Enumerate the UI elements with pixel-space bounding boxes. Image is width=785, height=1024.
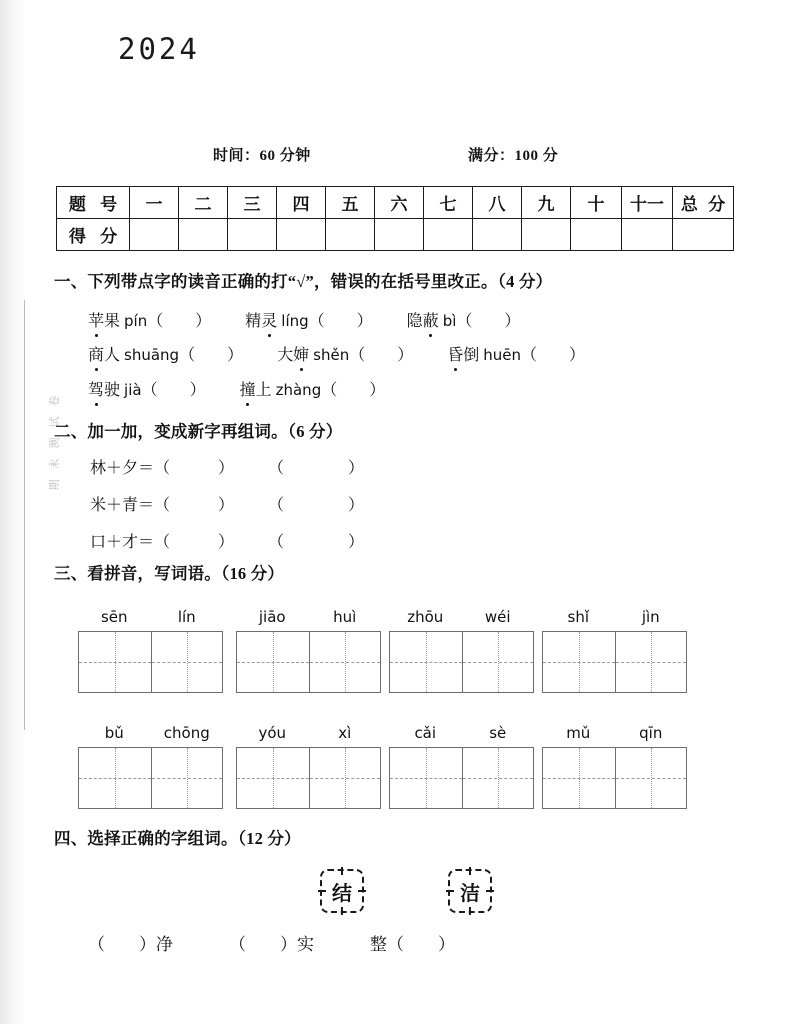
word-grid-8-syllable-2: qīn — [639, 724, 663, 742]
q1-item-5-dotted-char: 婶 — [293, 342, 309, 365]
q1-item-3-dotted-char: 蔽 — [423, 308, 439, 331]
section-4-title: 四、选择正确的字组词。（12 分） — [54, 829, 301, 848]
exam-time-label: 时间：60 分钟 — [213, 148, 311, 164]
score-cell-total[interactable] — [673, 219, 734, 251]
word-grid-1-syllable-2: lín — [177, 608, 196, 626]
q1-item-6[interactable] — [447, 342, 585, 365]
word-grid-6-pinyin — [236, 724, 381, 742]
q1-item-8[interactable] — [240, 377, 386, 400]
score-table-row-label-score: 得 分 — [57, 219, 130, 251]
word-grid-2-cell-2[interactable] — [309, 632, 381, 692]
q1-item-4[interactable] — [88, 342, 243, 365]
q1-item-7[interactable] — [88, 377, 206, 400]
word-grid-7-syllable-2: sè — [489, 724, 507, 742]
score-table — [56, 186, 734, 251]
score-table-col-11: 十一 — [622, 187, 673, 219]
word-grid-2-pinyin — [236, 608, 381, 626]
score-table-col-total: 总 分 — [673, 187, 734, 219]
word-grid-group-2 — [236, 608, 381, 693]
q1-item-3-answer-paren[interactable]: （ ） — [456, 313, 521, 330]
word-grid-6-cell-2[interactable] — [309, 748, 381, 808]
word-grid-7-pinyin — [389, 724, 534, 742]
q1-item-5[interactable] — [277, 342, 413, 365]
q1-item-4-char: 人 — [104, 347, 121, 364]
score-table-col-8: 八 — [473, 187, 522, 219]
q1-item-3-char: 隐 — [406, 313, 423, 330]
q1-item-1-pinyin: pín — [124, 312, 148, 330]
word-grid-2-syllable-1: jiāo — [258, 608, 286, 626]
tick-bottom — [341, 907, 343, 915]
word-grid-group-7 — [389, 724, 534, 809]
score-table-col-7: 七 — [424, 187, 473, 219]
score-cell-9[interactable] — [522, 219, 571, 251]
choice-char-box-2[interactable] — [448, 869, 492, 913]
q2-item-3-word[interactable]: （ ） — [268, 534, 365, 551]
section-2-item-1 — [90, 455, 364, 478]
q1-item-8-answer-paren[interactable]: （ ） — [321, 382, 386, 399]
table-row-question-numbers — [57, 187, 734, 219]
q1-item-6-dotted-char: 昏 — [447, 342, 463, 365]
q2-item-2-word[interactable]: （ ） — [268, 497, 365, 514]
word-grid-group-6 — [236, 724, 381, 809]
word-grid-3-cell-1[interactable] — [390, 632, 462, 692]
q4-answer-2-paren[interactable]: （ ） — [229, 935, 297, 954]
q4-answer-3-paren[interactable]: （ ） — [387, 935, 455, 954]
q2-item-2-formula[interactable]: 米＋青＝（ ） — [90, 497, 235, 514]
score-table-col-4: 四 — [277, 187, 326, 219]
q1-item-6-answer-paren[interactable]: （ ） — [521, 347, 586, 364]
word-grid-7[interactable] — [389, 747, 534, 809]
q1-item-8-char: 上 — [255, 382, 272, 399]
q1-item-6-char: 倒 — [463, 347, 480, 364]
q1-item-8-pinyin: zhàng — [275, 381, 322, 399]
word-grid-group-3 — [389, 608, 534, 693]
word-grid-7-syllable-1: cǎi — [414, 724, 437, 742]
word-grid-1-cell-1[interactable] — [79, 632, 151, 692]
score-table-col-10: 十 — [571, 187, 622, 219]
score-table-row-label-question: 题 号 — [57, 187, 130, 219]
section-1-row-1 — [88, 308, 520, 331]
word-grid-5-cell-1[interactable] — [79, 748, 151, 808]
word-grid-6-cell-1[interactable] — [237, 748, 309, 808]
word-grid-5-pinyin — [78, 724, 223, 742]
word-grid-2-syllable-2: huì — [333, 608, 357, 626]
word-grid-4[interactable] — [542, 631, 687, 693]
q1-item-7-answer-paren[interactable]: （ ） — [141, 382, 206, 399]
word-grid-7-cell-2[interactable] — [462, 748, 534, 808]
exam-total-score-label: 满分：100 分 — [468, 148, 559, 164]
word-grid-1-pinyin — [78, 608, 223, 626]
section-2-item-2 — [90, 492, 364, 515]
q4-answer-3-char: 整 — [370, 935, 387, 954]
word-grid-4-syllable-2: jìn — [641, 608, 660, 626]
word-grid-group-4 — [542, 608, 687, 693]
score-cell-4[interactable] — [277, 219, 326, 251]
table-row-scores — [57, 219, 734, 251]
score-cell-10[interactable] — [571, 219, 622, 251]
word-grid-4-cell-2[interactable] — [615, 632, 687, 692]
word-grid-group-5 — [78, 724, 223, 809]
word-grid-8-syllable-1: mǔ — [566, 724, 591, 742]
score-cell-1[interactable] — [130, 219, 179, 251]
q1-item-1[interactable] — [88, 308, 211, 331]
exam-meta-row — [0, 144, 785, 166]
q1-item-2-dotted-char: 灵 — [261, 308, 277, 331]
word-grid-4-pinyin — [542, 608, 687, 626]
q1-item-3[interactable] — [407, 308, 521, 331]
score-cell-2[interactable] — [179, 219, 228, 251]
word-grid-5[interactable] — [78, 747, 223, 809]
q4-answer-3[interactable] — [370, 930, 455, 955]
tick-bottom — [469, 907, 471, 915]
q1-item-1-answer-paren[interactable]: （ ） — [147, 313, 212, 330]
q1-item-2[interactable] — [245, 308, 372, 331]
tick-right — [486, 890, 494, 892]
q1-item-7-dotted-char: 驾 — [88, 377, 104, 400]
word-grid-group-1 — [78, 608, 223, 693]
tick-left — [318, 890, 326, 892]
word-grid-3-syllable-1: zhōu — [407, 608, 444, 626]
word-grid-3[interactable] — [389, 631, 534, 693]
score-table-col-1: 一 — [130, 187, 179, 219]
score-cell-3[interactable] — [228, 219, 277, 251]
q1-item-7-pinyin: jià — [124, 381, 142, 399]
margin-vertical-note: 期末测试卷 — [48, 385, 61, 491]
q4-answer-1-char: 净 — [156, 935, 173, 954]
q1-item-2-answer-paren[interactable]: （ ） — [308, 313, 373, 330]
q1-item-6-pinyin: huēn — [483, 346, 521, 364]
word-grid-1[interactable] — [78, 631, 223, 693]
score-table-col-9: 九 — [522, 187, 571, 219]
q1-item-5-pinyin: shěn — [313, 346, 350, 364]
q4-answer-1-paren[interactable]: （ ） — [88, 935, 156, 954]
word-grid-6-syllable-2: xì — [338, 724, 352, 742]
score-cell-5[interactable] — [326, 219, 375, 251]
q1-item-4-dotted-char: 商 — [88, 342, 104, 365]
section-3-title: 三、看拼音，写词语。（16 分） — [54, 564, 285, 583]
score-table-col-2: 二 — [179, 187, 228, 219]
q1-item-5-answer-paren[interactable]: （ ） — [349, 347, 414, 364]
section-1-row-2 — [88, 342, 585, 365]
section-1-row-3 — [88, 377, 385, 400]
tick-right — [358, 890, 366, 892]
q4-answer-2[interactable] — [229, 930, 314, 955]
section-4-answer-line — [88, 930, 455, 955]
page-title-year: 2024 — [118, 32, 200, 66]
q1-item-3-pinyin: bì — [442, 312, 457, 330]
q2-item-1-word[interactable]: （ ） — [268, 460, 365, 477]
q1-item-2-char: 精 — [245, 313, 262, 330]
tick-top — [341, 867, 343, 875]
q4-answer-1[interactable] — [88, 930, 173, 955]
word-grid-5-cell-2[interactable] — [151, 748, 223, 808]
word-grid-8-cell-1[interactable] — [543, 748, 615, 808]
score-cell-7[interactable] — [424, 219, 473, 251]
q1-item-4-answer-paren[interactable]: （ ） — [179, 347, 244, 364]
word-grid-1-cell-2[interactable] — [151, 632, 223, 692]
section-1-title: 一、下列带点字的读音正确的打“√”，错误的在括号里改正。（4 分） — [54, 272, 553, 291]
q2-item-3-formula[interactable]: 口＋才＝（ ） — [90, 534, 235, 551]
word-grid-8[interactable] — [542, 747, 687, 809]
q1-item-1-char: 果 — [104, 313, 121, 330]
word-grid-4-cell-1[interactable] — [543, 632, 615, 692]
tick-top — [469, 867, 471, 875]
word-grid-3-cell-2[interactable] — [462, 632, 534, 692]
score-cell-6[interactable] — [375, 219, 424, 251]
score-table-col-6: 六 — [375, 187, 424, 219]
word-grid-1-syllable-1: sēn — [100, 608, 128, 626]
section-2-title: 二、加一加，变成新字再组词。（6 分） — [54, 422, 343, 441]
q1-item-5-char: 大 — [277, 347, 294, 364]
choice-char-1: 结 — [332, 882, 352, 905]
q1-item-4-pinyin: shuāng — [124, 346, 180, 364]
section-2-item-3 — [90, 529, 364, 552]
q1-item-1-dotted-char: 苹 — [88, 308, 104, 331]
score-cell-8[interactable] — [473, 219, 522, 251]
scan-margin-rule — [24, 300, 25, 730]
word-grid-group-8 — [542, 724, 687, 809]
score-table-col-5: 五 — [326, 187, 375, 219]
score-cell-11[interactable] — [622, 219, 673, 251]
tick-left — [446, 890, 454, 892]
word-grid-6-syllable-1: yóu — [258, 724, 287, 742]
word-grid-8-pinyin — [542, 724, 687, 742]
q1-item-2-pinyin: líng — [281, 312, 309, 330]
word-grid-2[interactable] — [236, 631, 381, 693]
q1-item-8-dotted-char: 撞 — [240, 377, 256, 400]
q1-item-7-char: 驶 — [104, 382, 121, 399]
word-grid-8-cell-2[interactable] — [615, 748, 687, 808]
q4-answer-2-char: 实 — [297, 935, 314, 954]
word-grid-7-cell-1[interactable] — [390, 748, 462, 808]
word-grid-5-syllable-2: chōng — [163, 724, 210, 742]
word-grid-5-syllable-1: bǔ — [104, 724, 124, 742]
choice-char-box-1[interactable] — [320, 869, 364, 913]
word-grid-3-syllable-2: wéi — [484, 608, 511, 626]
score-table-col-3: 三 — [228, 187, 277, 219]
q2-item-1-formula[interactable]: 林＋夕＝（ ） — [90, 460, 235, 477]
choice-char-2: 洁 — [460, 882, 480, 905]
word-grid-6[interactable] — [236, 747, 381, 809]
word-grid-3-pinyin — [389, 608, 534, 626]
word-grid-2-cell-1[interactable] — [237, 632, 309, 692]
word-grid-4-syllable-1: shǐ — [567, 608, 589, 626]
